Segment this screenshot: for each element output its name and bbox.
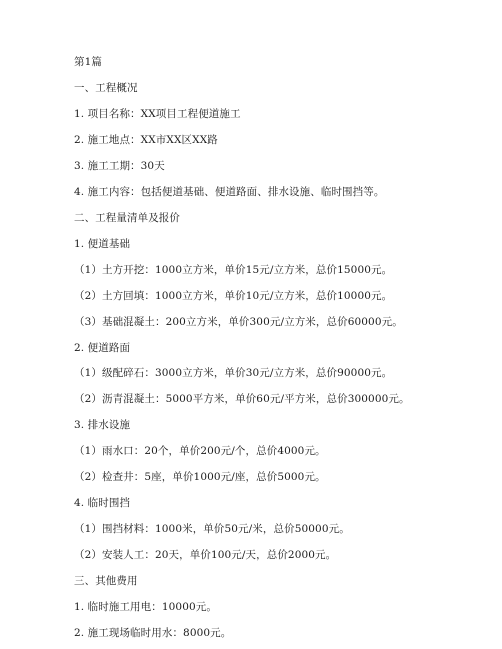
subheading-foundation: 1. 便道基础	[74, 238, 131, 250]
list-item-manhole: （2）检查井：5座，单价1000元/座，总价5000元。	[74, 471, 326, 483]
paragraph-electricity: 1. 临时施工用电：10000元。	[74, 601, 217, 613]
section-heading-quantities: 二、工程量清单及报价	[74, 212, 180, 224]
subheading-fencing: 4. 临时围挡	[74, 497, 131, 509]
paragraph-content: 4. 施工内容：包括便道基础、便道路面、排水设施、临时围挡等。	[74, 186, 385, 198]
list-item-rain-inlet: （1）雨水口：20个，单价200元/个，总价4000元。	[74, 445, 326, 457]
section-heading-other-costs: 三、其他费用	[74, 575, 138, 587]
paragraph-location: 2. 施工地点：XX市XX区XX路	[74, 134, 218, 146]
list-item-installation-labor: （2）安装人工：20天，单价100元/天，总价2000元。	[74, 549, 337, 561]
list-item-gravel: （1）级配碎石：3000立方米，单价30元/立方米，总价90000元。	[74, 367, 393, 379]
list-item-excavation: （1）土方开挖：1000立方米，单价15元/立方米，总价15000元。	[74, 264, 393, 276]
subheading-drainage: 3. 排水设施	[74, 419, 131, 431]
paragraph-duration: 3. 施工工期：30天	[74, 160, 165, 172]
paragraph-water: 2. 施工现场临时用水：8000元。	[74, 627, 232, 639]
list-item-concrete: （3）基础混凝土：200立方米，单价300元/立方米，总价60000元。	[74, 316, 403, 328]
subheading-pavement: 2. 便道路面	[74, 342, 131, 354]
list-item-fence-material: （1）围挡材料：1000米，单价50元/米，总价50000元。	[74, 523, 350, 535]
doc-title: 第1篇	[74, 56, 102, 68]
paragraph-project-name: 1. 项目名称：XX项目工程便道施工	[74, 108, 241, 120]
list-item-asphalt: （2）沥青混凝土：5000平方米，单价60元/平方米，总价300000元。	[74, 393, 410, 405]
list-item-backfill: （2）土方回填：1000立方米，单价10元/立方米，总价10000元。	[74, 290, 393, 302]
section-heading-overview: 一、工程概况	[74, 82, 138, 94]
